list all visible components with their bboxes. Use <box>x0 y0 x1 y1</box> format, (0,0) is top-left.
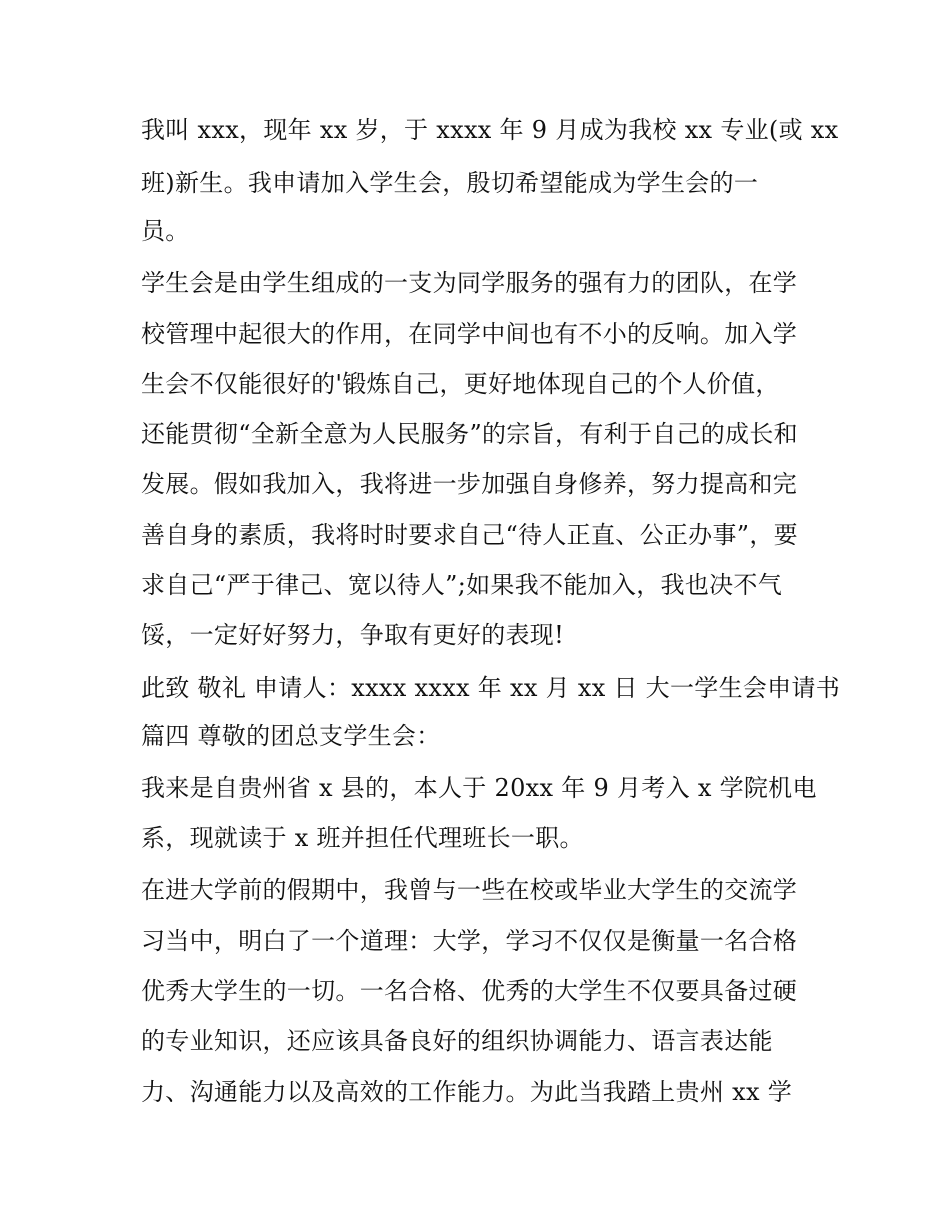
text-line: 我叫 xxx，现年 xx 岁，于 xxxx 年 9 月成为我校 xx 专业(或 xx <box>141 116 839 144</box>
text-line: 在进大学前的假期中，我曾与一些在校或毕业大学生的交流学 <box>141 876 798 904</box>
text-line: 篇四 尊敬的团总支学生会： <box>141 722 441 750</box>
text-line: 馁，一定好好努力，争取有更好的表现! <box>141 621 565 649</box>
text-line: 发展。假如我加入，我将进一步加强自身修养，努力提高和完 <box>141 470 798 498</box>
text-line: 生会不仅能很好的'锻炼自己，更好地体现自己的个人价值， <box>141 370 780 398</box>
text-line: 员。 <box>141 217 190 245</box>
text-line: 还能贯彻“全新全意为人民服务”的宗旨，有利于自己的成长和 <box>141 420 798 448</box>
text-line: 班)新生。我申请加入学生会，殷切希望能成为学生会的一 <box>141 169 759 197</box>
text-line: 学生会是由学生组成的一支为同学服务的强有力的团队，在学 <box>141 269 798 297</box>
text-line: 系，现就读于 x 班并担任代理班长一职。 <box>141 824 584 852</box>
text-line: 的专业知识，还应该具备良好的组织协调能力、语言表达能 <box>141 1027 773 1055</box>
text-line: 习当中，明白了一个道理：大学，学习不仅仅是衡量一名合格 <box>141 927 798 955</box>
text-line: 优秀大学生的一切。一名合格、优秀的大学生不仅要具备过硬 <box>141 977 798 1005</box>
text-line: 此致 敬礼 申请人：xxxx xxxx 年 xx 月 xx 日 大一学生会申请书 <box>141 674 841 702</box>
text-line: 校管理中起很大的作用，在同学中间也有不小的反响。加入学 <box>141 320 798 348</box>
text-line: 力、沟通能力以及高效的工作能力。为此当我踏上贵州 xx 学 <box>141 1078 793 1106</box>
text-line: 我来是自贵州省 x 县的，本人于 20xx 年 9 月考入 x 学院机电 <box>141 774 817 802</box>
text-line: 善自身的素质，我将时时要求自己“待人正直、公正办事”，要 <box>141 521 798 549</box>
text-line: 求自己“严于律己、宽以待人”;如果我不能加入，我也决不气 <box>141 571 783 599</box>
